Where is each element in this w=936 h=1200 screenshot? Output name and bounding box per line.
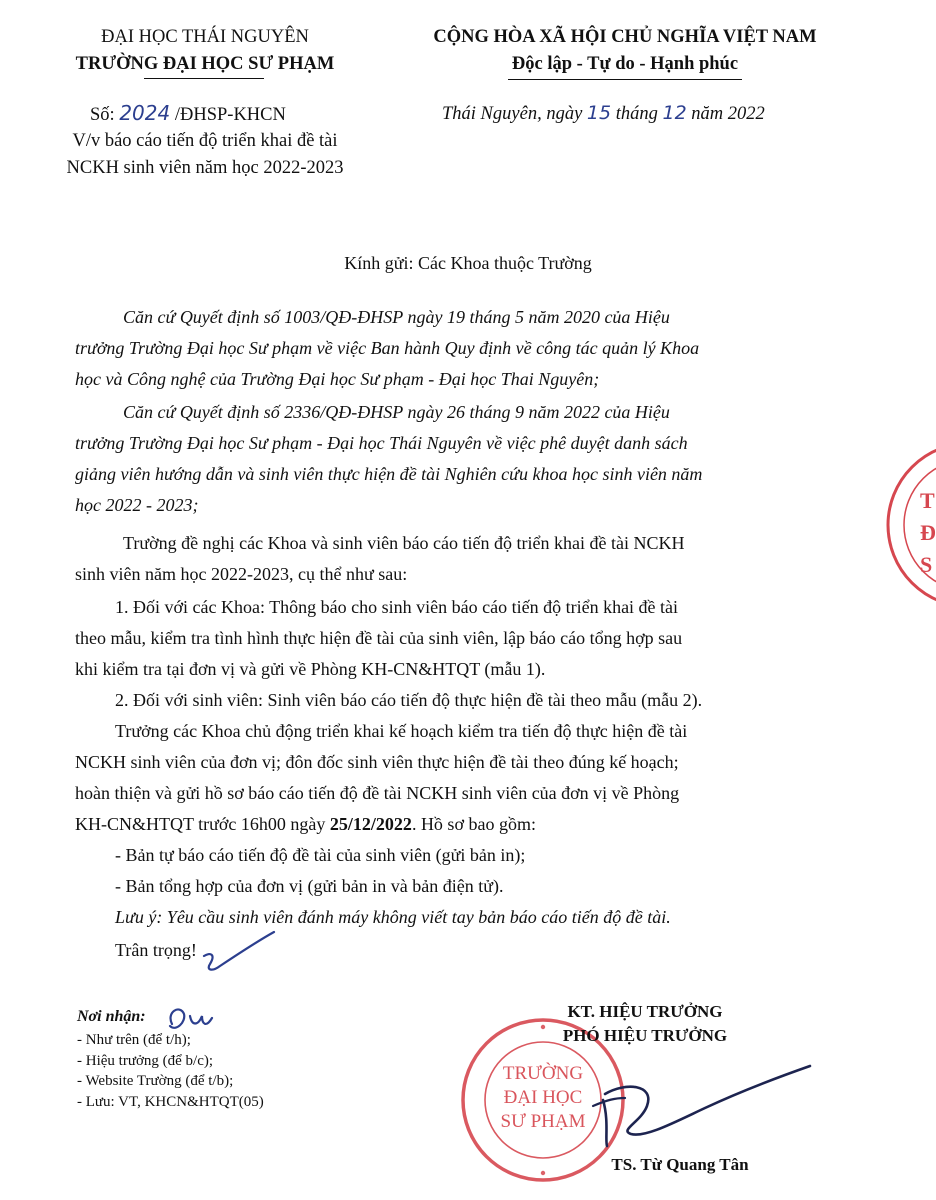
request-line: NCKH sinh viên của đơn vị; đôn đốc sinh viên thực hiện đề tài theo đúng kế hoạch;: [75, 752, 679, 772]
motto: Độc lập - Tự do - Hạnh phúc: [511, 54, 739, 74]
subject-line2: NCKH sinh viên năm học 2022-2023: [66, 158, 344, 178]
intro-line: Trường đề nghị các Khoa và sinh viên báo cáo tiến độ triển khai đề tài NCKH: [123, 533, 685, 553]
item-1-line: khi kiểm tra tại đơn vị và gửi về Phòng KH-CN&HTQT (mẫu 1).: [75, 659, 546, 679]
basis-paragraph-1: [75, 302, 820, 395]
org-underline: [144, 78, 264, 79]
doc-no-suffix: /ĐHSP-KHCN: [174, 105, 286, 125]
basis-1-line: trưởng Trường Đại học Sư phạm về việc Ban hành Quy định về công tác quản lý Khoa: [75, 338, 700, 358]
country-name: CỘNG HÒA XÃ HỘI CHỦ NGHĨA VIỆT NAM: [433, 27, 817, 47]
doc-no-handwritten: 2024: [119, 101, 171, 125]
org-parent: ĐẠI HỌC THÁI NGUYÊN: [101, 27, 309, 47]
stamp-line: TRƯỜNG: [502, 1063, 584, 1084]
basis-2-line: học 2022 - 2023;: [75, 495, 199, 515]
attachment-item: - Bản tự báo cáo tiến độ đề tài của sinh viên (gửi bản in);: [115, 845, 526, 865]
date-month: 12: [662, 102, 687, 124]
item-2: 2. Đối với sinh viên: Sinh viên báo cáo tiến độ thực hiện đề tài theo mẫu (mẫu 2).: [115, 690, 703, 710]
item-1-line: theo mẫu, kiểm tra tình hình thực hiện đề tài của sinh viên, lập báo cáo tổng hợp sau: [75, 628, 683, 648]
svg-text:S: S: [920, 552, 933, 577]
date-place: Thái Nguyên, ngày: [442, 104, 583, 124]
basis-1-line: học và Công nghệ của Trường Đại học Sư phạm - Đại học Thai Nguyên;: [75, 369, 600, 389]
distribution-item: - Hiệu trưởng (để b/c);: [77, 1052, 214, 1069]
attachment-item: - Bản tổng hợp của đơn vị (gửi bản in và bản điện tử).: [115, 876, 504, 896]
request-last-line: [75, 809, 820, 840]
motto-underline: [508, 79, 742, 80]
stamp-line: SƯ PHẠM: [500, 1111, 586, 1132]
recipient: Kính gửi: Các Khoa thuộc Trường: [344, 253, 592, 273]
stamp-partial-icon: [880, 440, 936, 610]
header-right: [390, 24, 860, 78]
doc-no-prefix: Số:: [90, 105, 115, 125]
date-day: 15: [586, 102, 612, 124]
signature-authority: KT. HIỆU TRƯỞNG: [567, 1002, 723, 1021]
subject-line1: V/v báo cáo tiến độ triển khai đề tài: [72, 131, 338, 151]
signer-name: TS. Từ Quang Tân: [611, 1155, 749, 1174]
svg-text:T: T: [920, 488, 935, 513]
basis-2-line: giảng viên hướng dẫn và sinh viên thực hiện đề tài Nghiên cứu khoa học sinh viên năm: [75, 464, 703, 484]
svg-text:Đ: Đ: [920, 520, 936, 545]
date-year: năm 2022: [691, 104, 765, 124]
signature-block: [520, 1002, 770, 1046]
request-line: hoàn thiện và gửi hồ sơ báo cáo tiến độ đề tài NCKH sinh viên của đơn vị về Phòng: [75, 783, 680, 803]
signature-scribble-icon: [585, 1060, 815, 1150]
basis-2-line: trưởng Trường Đại học Sư phạm - Đại học Thái Nguyên về việc phê duyệt danh sách: [75, 433, 688, 453]
intro-line: sinh viên năm học 2022-2023, cụ thể như sau:: [75, 564, 408, 584]
org-name: TRƯỜNG ĐẠI HỌC SƯ PHẠM: [75, 54, 335, 74]
closing: Trân trọng!: [115, 940, 197, 960]
request-paragraph: [75, 716, 820, 840]
request-line: Trưởng các Khoa chủ động triển khai kế hoạch kiểm tra tiến độ thực hiện đề tài: [115, 721, 688, 741]
document-date: [442, 100, 765, 128]
request-last-post: . Hồ sơ bao gồm:: [411, 814, 536, 834]
stamp-line: ĐẠI HỌC: [503, 1087, 583, 1108]
deadline-date: 25/12/2022: [329, 814, 412, 834]
subject: [30, 128, 380, 182]
distribution-title: Nơi nhận:: [77, 1008, 146, 1025]
intro-paragraph: [75, 528, 820, 590]
basis-2-line: Căn cứ Quyết định số 2336/QĐ-ĐHSP ngày 26 tháng 9 năm 2022 của Hiệu: [123, 402, 670, 422]
basis-1-line: Căn cứ Quyết định số 1003/QĐ-ĐHSP ngày 19 tháng 5 năm 2020 của Hiệu: [123, 307, 670, 327]
request-last-pre: KH-CN&HTQT trước 16h00 ngày: [75, 814, 326, 834]
distribution-item: - Như trên (để t/h);: [77, 1032, 191, 1048]
header-left: [40, 24, 370, 78]
document-number: [90, 100, 286, 129]
item-1-paragraph: [75, 592, 820, 685]
date-month-label: tháng: [615, 104, 658, 124]
check-mark-icon: [198, 930, 278, 980]
initial-mark-icon: [162, 1002, 232, 1038]
distribution-item: - Website Trường (để t/b);: [77, 1073, 234, 1089]
signature-position: PHÓ HIỆU TRƯỞNG: [562, 1026, 728, 1045]
basis-paragraph-2: [75, 397, 820, 521]
item-1-line: 1. Đối với các Khoa: Thông báo cho sinh viên báo cáo tiến độ triển khai đề tài: [115, 597, 679, 617]
distribution-item: - Lưu: VT, KHCN&HTQT(05): [77, 1093, 264, 1110]
note: Lưu ý: Yêu cầu sinh viên đánh máy không viết tay bản báo cáo tiến độ đề tài.: [115, 907, 671, 927]
